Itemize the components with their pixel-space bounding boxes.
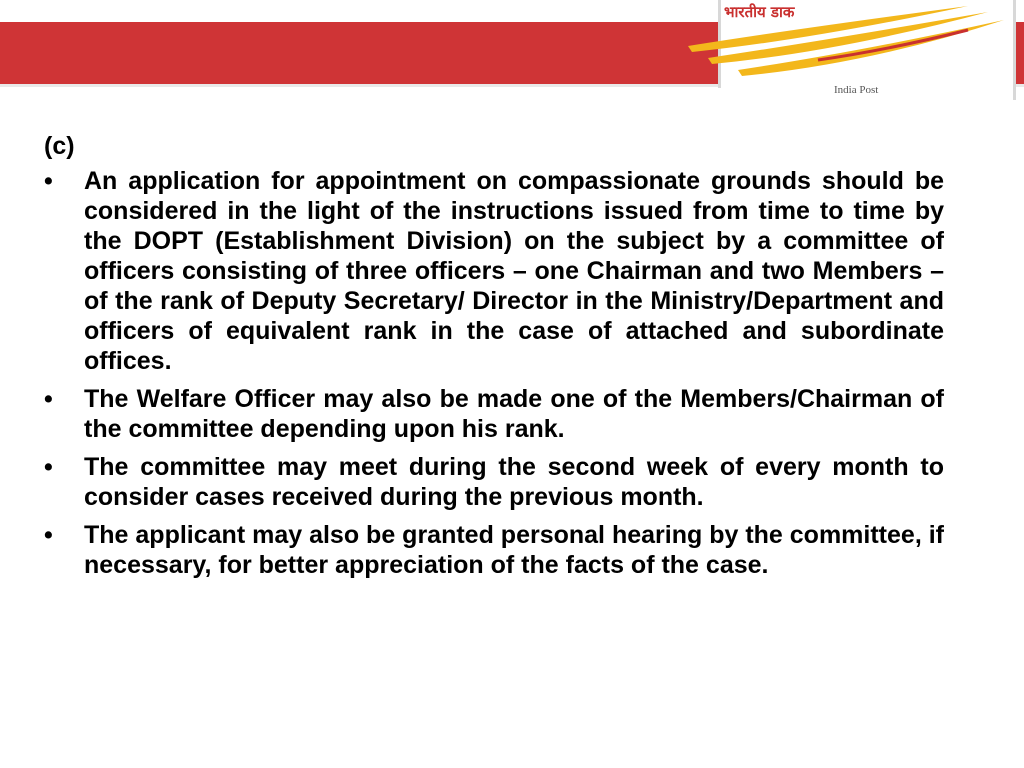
logo-hindi-text: भारतीय डाक bbox=[724, 3, 795, 21]
bullet-text: The committee may meet during the second week of every month to consider cases received during the previous month. bbox=[84, 453, 944, 511]
india-post-wings-icon bbox=[668, 0, 1016, 90]
bullet-list bbox=[44, 166, 944, 580]
bullet-item bbox=[44, 166, 944, 376]
bullet-dot: • bbox=[44, 167, 53, 195]
bullet-item bbox=[44, 520, 944, 580]
section-label: (c) bbox=[44, 132, 75, 160]
bullet-item bbox=[44, 384, 944, 444]
bullet-item bbox=[44, 452, 944, 512]
bullet-dot: • bbox=[44, 385, 53, 413]
bullet-dot: • bbox=[44, 453, 53, 481]
india-post-logo bbox=[718, 0, 1016, 100]
logo-caption: India Post bbox=[834, 84, 879, 96]
bullet-text: The Welfare Officer may also be made one of the Members/Chairman of the committee depending upon his rank. bbox=[84, 385, 944, 443]
bullet-text: The applicant may also be granted personal hearing by the committee, if necessary, for better appreciation of the facts of the case. bbox=[84, 521, 944, 579]
slide-body bbox=[44, 131, 944, 588]
bullet-text: An application for appointment on compassionate grounds should be considered in the light of the instructions issued from time to time by the DOPT (Establishment Division) on the subject by a committee of officers consisting of three officers – one Chairman and two Members – of the rank of Deputy Secretary/ Director in the Ministry/Department and officers of equivalent rank in the case of attached and subordinate offices. bbox=[84, 167, 944, 375]
bullet-dot: • bbox=[44, 521, 53, 549]
